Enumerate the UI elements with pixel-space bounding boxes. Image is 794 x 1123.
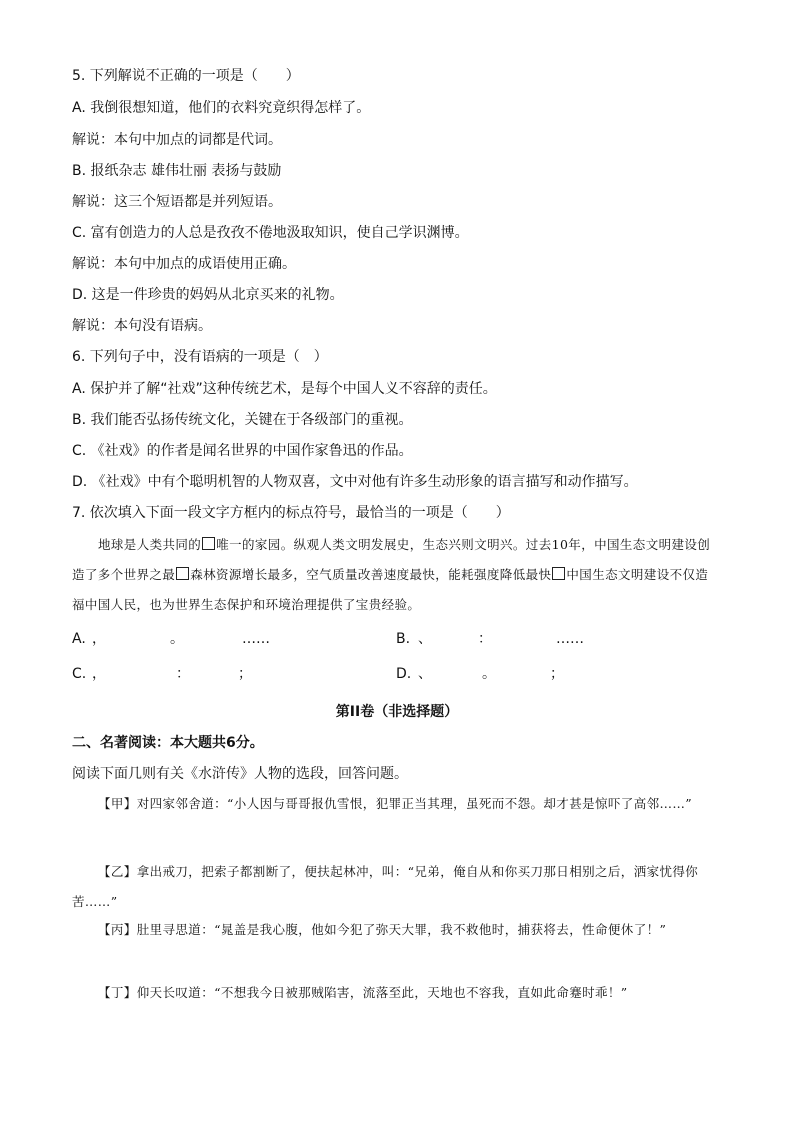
q6-option-c: C. 《社戏》的作者是闻名世界的中国作家鲁迅的作品。	[72, 443, 413, 459]
blank-box-3	[552, 567, 565, 580]
excerpt-jia: 【甲】对四家邻舍道：“小人因与哥哥报仇雪恨，犯罪正当其理，虽死而不怨。却才甚是惊吓了高邻……”	[98, 796, 693, 811]
q6-stem: 6. 下列句子中，没有语病的一项是（ ）	[72, 349, 328, 365]
q7-option-d-mark-1: 、	[418, 666, 432, 682]
q7-option-c-mark-2: ：	[176, 666, 190, 682]
excerpt-bing: 【丙】肚里寻思道：“晁盖是我心腹，他如今犯了弥天大罪，我不救他时，捕获将去，性命便休了！”	[98, 922, 667, 937]
q7-option-a-mark-3: ……	[242, 631, 270, 647]
part2-intro: 阅读下面几则有关《水浒传》人物的选段，回答问题。	[72, 766, 408, 782]
q6-option-a: A. 保护并了解“社戏”这种传统艺术，是每个中国人义不容辞的责任。	[72, 381, 497, 397]
q5-stem: 5. 下列解说不正确的一项是（ ）	[72, 68, 300, 84]
q7-option-a-label: A.	[72, 631, 86, 647]
q7-option-b-mark-1: 、	[418, 631, 432, 647]
q7-passage-part-1: 地球是人类共同的	[98, 537, 202, 552]
q5-option-a: A. 我倒很想知道，他们的衣料究竟织得怎样了。	[72, 100, 371, 116]
q5-option-c-note: 解说：本句中加点的成语使用正确。	[72, 256, 296, 272]
excerpt-ding: 【丁】仰天长叹道：“不想我今日被那贼陷害，流落至此，天地也不容我，直如此命蹇时乖！”	[98, 985, 628, 1000]
q7-option-b-mark-2: ：	[478, 631, 492, 647]
q6-option-b: B. 我们能否弘扬传统文化，关键在于各级部门的重视。	[72, 412, 413, 428]
q7-option-a-mark-1: ，	[92, 631, 106, 647]
q7-passage-part-2: 唯一的家园。纵观人类文明发展史，生态兴则文明兴。过去10年，中国生态文明建设创造了多个世界之最	[72, 537, 711, 582]
q5-option-c: C. 富有创造力的人总是孜孜不倦地汲取知识，使自己学识渊博。	[72, 225, 469, 241]
q5-option-b-note: 解说：这三个短语都是并列短语。	[72, 194, 282, 210]
part2-title: 第II卷（非选择题）	[335, 704, 459, 720]
q5-option-d: D. 这是一件珍贵的妈妈从北京买来的礼物。	[72, 287, 344, 303]
q7-options-row-2	[72, 664, 732, 684]
q7-option-d-label: D.	[396, 666, 412, 682]
q7-options-row-1	[72, 629, 732, 649]
q7-passage-part-3: 森林资源增长最多，空气质量改善速度最快，能耗强度降低最快	[190, 567, 552, 582]
q7-option-d-mark-3: ；	[550, 666, 564, 682]
blank-box-2	[176, 567, 189, 580]
q7-passage-part-4: 中国生态文明建设不仅造福中国人民，也为世界生态保护和环境治理提供了宝贵经验。	[72, 567, 709, 612]
q5-option-a-note: 解说：本句中加点的词都是代词。	[72, 132, 282, 148]
q7-option-c-label: C.	[72, 666, 87, 682]
q6-option-d: D. 《社戏》中有个聪明机智的人物双喜，文中对他有许多生动形象的语言描写和动作描写。	[72, 474, 638, 490]
q7-option-c-mark-1: ，	[92, 666, 106, 682]
q7-passage	[72, 530, 720, 620]
q7-option-a-mark-2: 。	[170, 631, 184, 647]
part2-heading: 二、名著阅读：本大题共6分。	[72, 735, 264, 751]
q5-option-b: B. 报纸杂志 雄伟壮丽 表扬与鼓励	[72, 163, 282, 179]
q7-option-c-mark-3: ；	[238, 666, 252, 682]
blank-box-1	[202, 537, 215, 550]
q7-option-b-mark-3: ……	[556, 631, 584, 647]
q7-option-d-mark-2: 。	[482, 666, 496, 682]
q7-stem: 7. 依次填入下面一段文字方框内的标点符号，最恰当的一项是（ ）	[72, 505, 510, 521]
excerpt-yi: 【乙】拿出戒刀，把索子都割断了，便扶起林冲，叫：“兄弟，俺自从和你买刀那日相别之后，洒家忧得你苦……”	[72, 864, 699, 909]
q5-option-d-note: 解说：本句没有语病。	[72, 318, 212, 334]
q7-option-b-label: B.	[396, 631, 411, 647]
